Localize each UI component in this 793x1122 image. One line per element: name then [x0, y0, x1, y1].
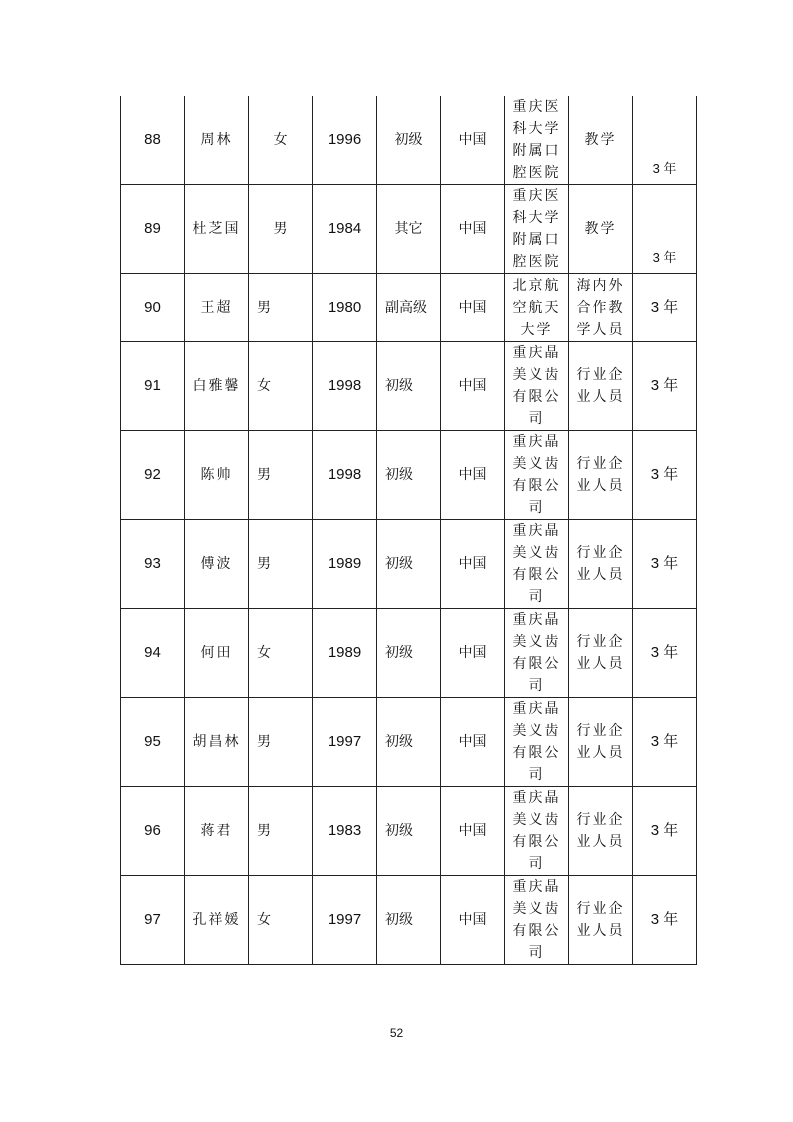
- cell-country: 中国: [441, 520, 505, 609]
- page-number: 52: [389, 1026, 404, 1040]
- cell-gender: 男: [249, 520, 313, 609]
- cell-role-line: 业人员: [576, 745, 625, 761]
- cell-birth-year: 1983: [313, 787, 377, 876]
- cell-role: [569, 787, 633, 876]
- cell-unit: [505, 185, 569, 274]
- cell-role-line: 合作教: [576, 299, 625, 316]
- cell-gender: 男: [249, 787, 313, 876]
- cell-unit: [505, 96, 569, 185]
- cell-name: 傅波: [185, 520, 249, 609]
- cell-country: 中国: [441, 787, 505, 876]
- cell-role-line: 行业企: [576, 634, 625, 650]
- cell-name: 白雅馨: [185, 342, 249, 431]
- cell-term: 3 年: [633, 698, 697, 787]
- cell-name: 孔祥媛: [185, 876, 249, 965]
- cell-unit-line: 司: [528, 411, 545, 427]
- cell-birth-year: 1997: [313, 876, 377, 965]
- cell-title: 初级: [377, 698, 441, 787]
- cell-country: 中国: [441, 876, 505, 965]
- cell-number: 92: [121, 431, 185, 520]
- cell-unit-line: 美义齿: [512, 901, 561, 917]
- cell-number: 90: [121, 274, 185, 342]
- cell-unit-line: 有限公: [512, 478, 561, 494]
- cell-role: [569, 698, 633, 787]
- table-row: [121, 342, 697, 431]
- cell-term: 3 年: [633, 185, 697, 274]
- cell-role-line: 教学: [584, 221, 617, 237]
- cell-unit-line: 重庆晶: [512, 434, 561, 450]
- cell-unit-line: 科大学: [512, 121, 561, 137]
- table-row: [121, 431, 697, 520]
- cell-birth-year: 1984: [313, 185, 377, 274]
- cell-title: 初级: [377, 609, 441, 698]
- cell-unit-line: 有限公: [512, 745, 561, 761]
- cell-number: 95: [121, 698, 185, 787]
- cell-unit-line: 有限公: [512, 834, 561, 850]
- cell-unit-line: 有限公: [512, 923, 561, 939]
- cell-gender: 女: [249, 96, 313, 185]
- cell-unit-line: 司: [528, 945, 545, 961]
- cell-unit-line: 大学: [520, 321, 553, 338]
- cell-term: 3 年: [633, 274, 697, 342]
- cell-title: 初级: [377, 342, 441, 431]
- cell-title: 副高级: [377, 274, 441, 342]
- cell-gender: 女: [249, 876, 313, 965]
- cell-role: [569, 520, 633, 609]
- table-row: [121, 787, 697, 876]
- cell-unit: [505, 876, 569, 965]
- cell-term: 3 年: [633, 787, 697, 876]
- cell-unit-line: 美义齿: [512, 812, 561, 828]
- cell-role-line: 业人员: [576, 656, 625, 672]
- cell-unit-line: 有限公: [512, 656, 561, 672]
- cell-role: [569, 342, 633, 431]
- cell-role-line: 行业企: [576, 545, 625, 561]
- cell-term: 3 年: [633, 520, 697, 609]
- cell-name: 何田: [185, 609, 249, 698]
- cell-country: 中国: [441, 609, 505, 698]
- cell-role: [569, 96, 633, 185]
- cell-unit-line: 美义齿: [512, 367, 561, 383]
- table-row: [121, 185, 697, 274]
- cell-name: 胡昌林: [185, 698, 249, 787]
- cell-birth-year: 1998: [313, 342, 377, 431]
- cell-role-line: 业人员: [576, 478, 625, 494]
- staff-table: [120, 96, 697, 965]
- cell-gender: 男: [249, 431, 313, 520]
- cell-title: 初级: [377, 431, 441, 520]
- cell-gender: 男: [249, 274, 313, 342]
- cell-unit-line: 司: [528, 500, 545, 516]
- cell-role-line: 海内外: [576, 277, 625, 294]
- cell-unit: [505, 609, 569, 698]
- cell-country: 中国: [441, 274, 505, 342]
- cell-title: 初级: [377, 787, 441, 876]
- cell-gender: 女: [249, 342, 313, 431]
- cell-term: 3 年: [633, 342, 697, 431]
- cell-birth-year: 1989: [313, 520, 377, 609]
- cell-role-line: 业人员: [576, 923, 625, 939]
- cell-birth-year: 1997: [313, 698, 377, 787]
- cell-term: 3 年: [633, 609, 697, 698]
- cell-unit-line: 重庆晶: [512, 345, 561, 361]
- cell-role-line: 业人员: [576, 834, 625, 850]
- cell-unit-line: 美义齿: [512, 545, 561, 561]
- cell-name: 周林: [185, 96, 249, 185]
- cell-unit: [505, 698, 569, 787]
- table-row: [121, 609, 697, 698]
- cell-role: [569, 609, 633, 698]
- cell-unit-line: 空航天: [512, 299, 561, 316]
- cell-unit-line: 司: [528, 678, 545, 694]
- cell-term: 3 年: [633, 431, 697, 520]
- table-row: [121, 876, 697, 965]
- cell-unit-line: 司: [528, 589, 545, 605]
- cell-unit: [505, 787, 569, 876]
- cell-number: 96: [121, 787, 185, 876]
- cell-name: 陈帅: [185, 431, 249, 520]
- cell-number: 88: [121, 96, 185, 185]
- cell-gender: 女: [249, 609, 313, 698]
- cell-role-line: 行业企: [576, 812, 625, 828]
- cell-birth-year: 1998: [313, 431, 377, 520]
- cell-title: 初级: [377, 876, 441, 965]
- table-row: [121, 520, 697, 609]
- cell-number: 93: [121, 520, 185, 609]
- cell-number: 89: [121, 185, 185, 274]
- cell-unit-line: 有限公: [512, 567, 561, 583]
- cell-unit-line: 腔医院: [512, 165, 561, 181]
- cell-unit-line: 司: [528, 856, 545, 872]
- cell-country: 中国: [441, 96, 505, 185]
- table-row: [121, 698, 697, 787]
- cell-unit: [505, 342, 569, 431]
- cell-number: 91: [121, 342, 185, 431]
- cell-title: 初级: [377, 96, 441, 185]
- cell-birth-year: 1980: [313, 274, 377, 342]
- cell-unit-line: 有限公: [512, 389, 561, 405]
- cell-role-line: 业人员: [576, 567, 625, 583]
- cell-role: [569, 274, 633, 342]
- cell-term: 3 年: [633, 96, 697, 185]
- cell-role-line: 行业企: [576, 456, 625, 472]
- cell-unit-line: 美义齿: [512, 723, 561, 739]
- cell-title: 初级: [377, 520, 441, 609]
- cell-role-line: 业人员: [576, 389, 625, 405]
- cell-name: 杜芝国: [185, 185, 249, 274]
- cell-birth-year: 1996: [313, 96, 377, 185]
- cell-birth-year: 1989: [313, 609, 377, 698]
- cell-unit: [505, 520, 569, 609]
- cell-unit-line: 北京航: [512, 277, 561, 294]
- cell-role-line: 行业企: [576, 723, 625, 739]
- cell-unit-line: 腔医院: [512, 254, 561, 270]
- cell-unit: [505, 431, 569, 520]
- cell-country: 中国: [441, 431, 505, 520]
- cell-unit-line: 美义齿: [512, 456, 561, 472]
- cell-role: [569, 876, 633, 965]
- cell-unit-line: 附属口: [512, 232, 561, 248]
- cell-unit-line: 重庆晶: [512, 523, 561, 539]
- table-row: [121, 96, 697, 185]
- table-row: [121, 274, 697, 342]
- cell-unit-line: 重庆医: [512, 99, 561, 115]
- cell-unit-line: 附属口: [512, 143, 561, 159]
- staff-table-body: [121, 96, 697, 965]
- cell-role: [569, 431, 633, 520]
- cell-unit-line: 重庆医: [512, 188, 561, 204]
- cell-role-line: 学人员: [576, 321, 625, 338]
- cell-role-line: 行业企: [576, 367, 625, 383]
- cell-country: 中国: [441, 185, 505, 274]
- cell-name: 蒋君: [185, 787, 249, 876]
- cell-number: 97: [121, 876, 185, 965]
- cell-unit-line: 美义齿: [512, 634, 561, 650]
- cell-country: 中国: [441, 342, 505, 431]
- cell-unit-line: 司: [528, 767, 545, 783]
- cell-role: [569, 185, 633, 274]
- cell-unit-line: 科大学: [512, 210, 561, 226]
- cell-gender: 男: [249, 698, 313, 787]
- cell-unit-line: 重庆晶: [512, 612, 561, 628]
- cell-unit: [505, 274, 569, 342]
- cell-country: 中国: [441, 698, 505, 787]
- cell-role-line: 教学: [584, 132, 617, 148]
- cell-name: 王超: [185, 274, 249, 342]
- cell-gender: 男: [249, 185, 313, 274]
- cell-term: 3 年: [633, 876, 697, 965]
- cell-unit-line: 重庆晶: [512, 701, 561, 717]
- cell-role-line: 行业企: [576, 901, 625, 917]
- cell-number: 94: [121, 609, 185, 698]
- cell-unit-line: 重庆晶: [512, 790, 561, 806]
- cell-title: 其它: [377, 185, 441, 274]
- cell-unit-line: 重庆晶: [512, 879, 561, 895]
